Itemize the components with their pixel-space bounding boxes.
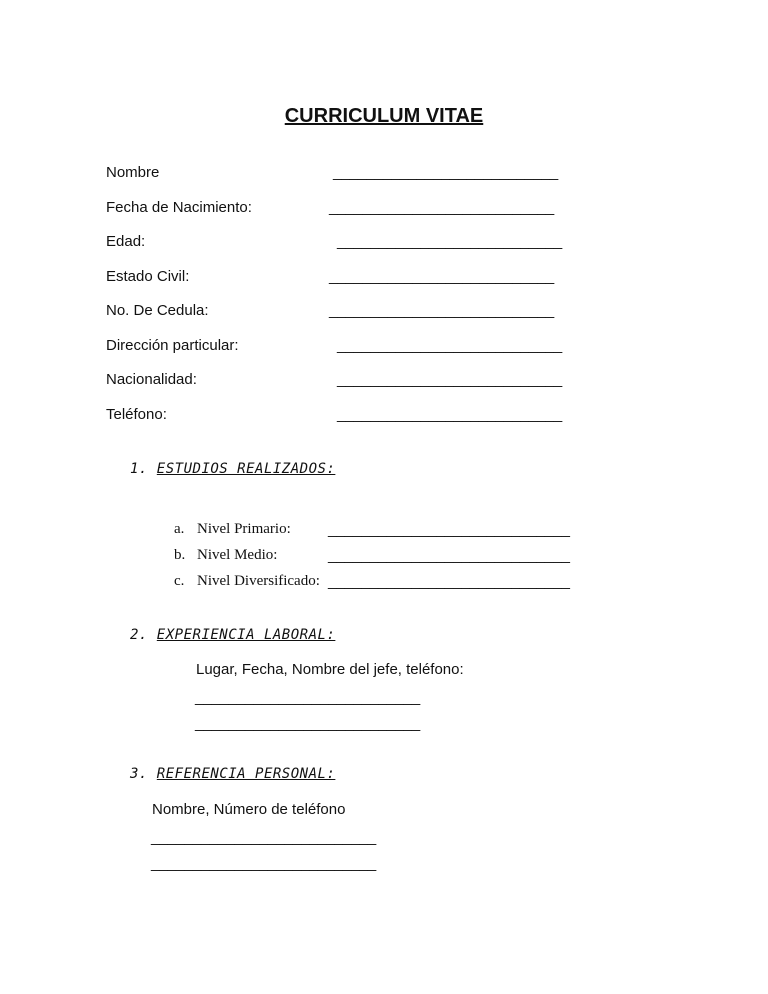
section-referencia-heading — [130, 766, 335, 782]
field-blank-direccion[interactable]: ___________________________ — [337, 337, 563, 354]
field-blank-fecha-nacimiento[interactable]: ___________________________ — [329, 199, 555, 216]
section-experiencia-subtitle: Lugar, Fecha, Nombre del jefe, teléfono: — [196, 661, 464, 678]
section-title: ESTUDIOS REALIZADOS: — [156, 461, 336, 477]
experiencia-blank-1[interactable]: ___________________________ — [195, 689, 421, 706]
field-label-estado-civil: Estado Civil: — [106, 268, 190, 285]
referencia-blank-2[interactable]: ___________________________ — [151, 855, 377, 872]
list-marker-a: a. — [174, 521, 185, 537]
referencia-blank-1[interactable]: ___________________________ — [151, 829, 377, 846]
item-blank-nivel-primario[interactable]: _____________________________ — [328, 521, 570, 538]
field-blank-nombre[interactable]: ___________________________ — [333, 164, 559, 181]
field-label-cedula: No. De Cedula: — [106, 302, 209, 319]
field-blank-estado-civil[interactable]: ___________________________ — [329, 268, 555, 285]
field-label-direccion: Dirección particular: — [106, 337, 239, 354]
item-label-nivel-medio: Nivel Medio: — [197, 547, 278, 563]
list-marker-b: b. — [174, 547, 186, 563]
section-number: 1. — [130, 461, 148, 477]
item-label-nivel-diversificado: Nivel Diversificado: — [197, 573, 320, 589]
section-title: REFERENCIA PERSONAL: — [156, 766, 336, 782]
section-number: 3. — [130, 766, 148, 782]
section-title: EXPERIENCIA LABORAL: — [156, 627, 336, 643]
field-blank-telefono[interactable]: ___________________________ — [337, 406, 563, 423]
section-estudios-heading — [130, 461, 335, 477]
section-referencia-subtitle: Nombre, Número de teléfono — [152, 801, 346, 818]
page-title: CURRICULUM VITAE — [284, 105, 484, 127]
field-label-telefono: Teléfono: — [106, 406, 167, 423]
field-label-fecha-nacimiento: Fecha de Nacimiento: — [106, 199, 252, 216]
field-label-nombre: Nombre — [106, 164, 160, 181]
field-blank-cedula[interactable]: ___________________________ — [329, 302, 555, 319]
list-marker-c: c. — [174, 573, 185, 589]
field-blank-nacionalidad[interactable]: ___________________________ — [337, 371, 563, 388]
experiencia-blank-2[interactable]: ___________________________ — [195, 715, 421, 732]
item-label-nivel-primario: Nivel Primario: — [197, 521, 291, 537]
field-label-edad: Edad: — [106, 233, 146, 250]
field-label-nacionalidad: Nacionalidad: — [106, 371, 197, 388]
field-blank-edad[interactable]: ___________________________ — [337, 233, 563, 250]
item-blank-nivel-diversificado[interactable]: _____________________________ — [328, 573, 570, 590]
item-blank-nivel-medio[interactable]: _____________________________ — [328, 547, 570, 564]
section-experiencia-heading — [130, 627, 335, 643]
section-number: 2. — [130, 627, 148, 643]
